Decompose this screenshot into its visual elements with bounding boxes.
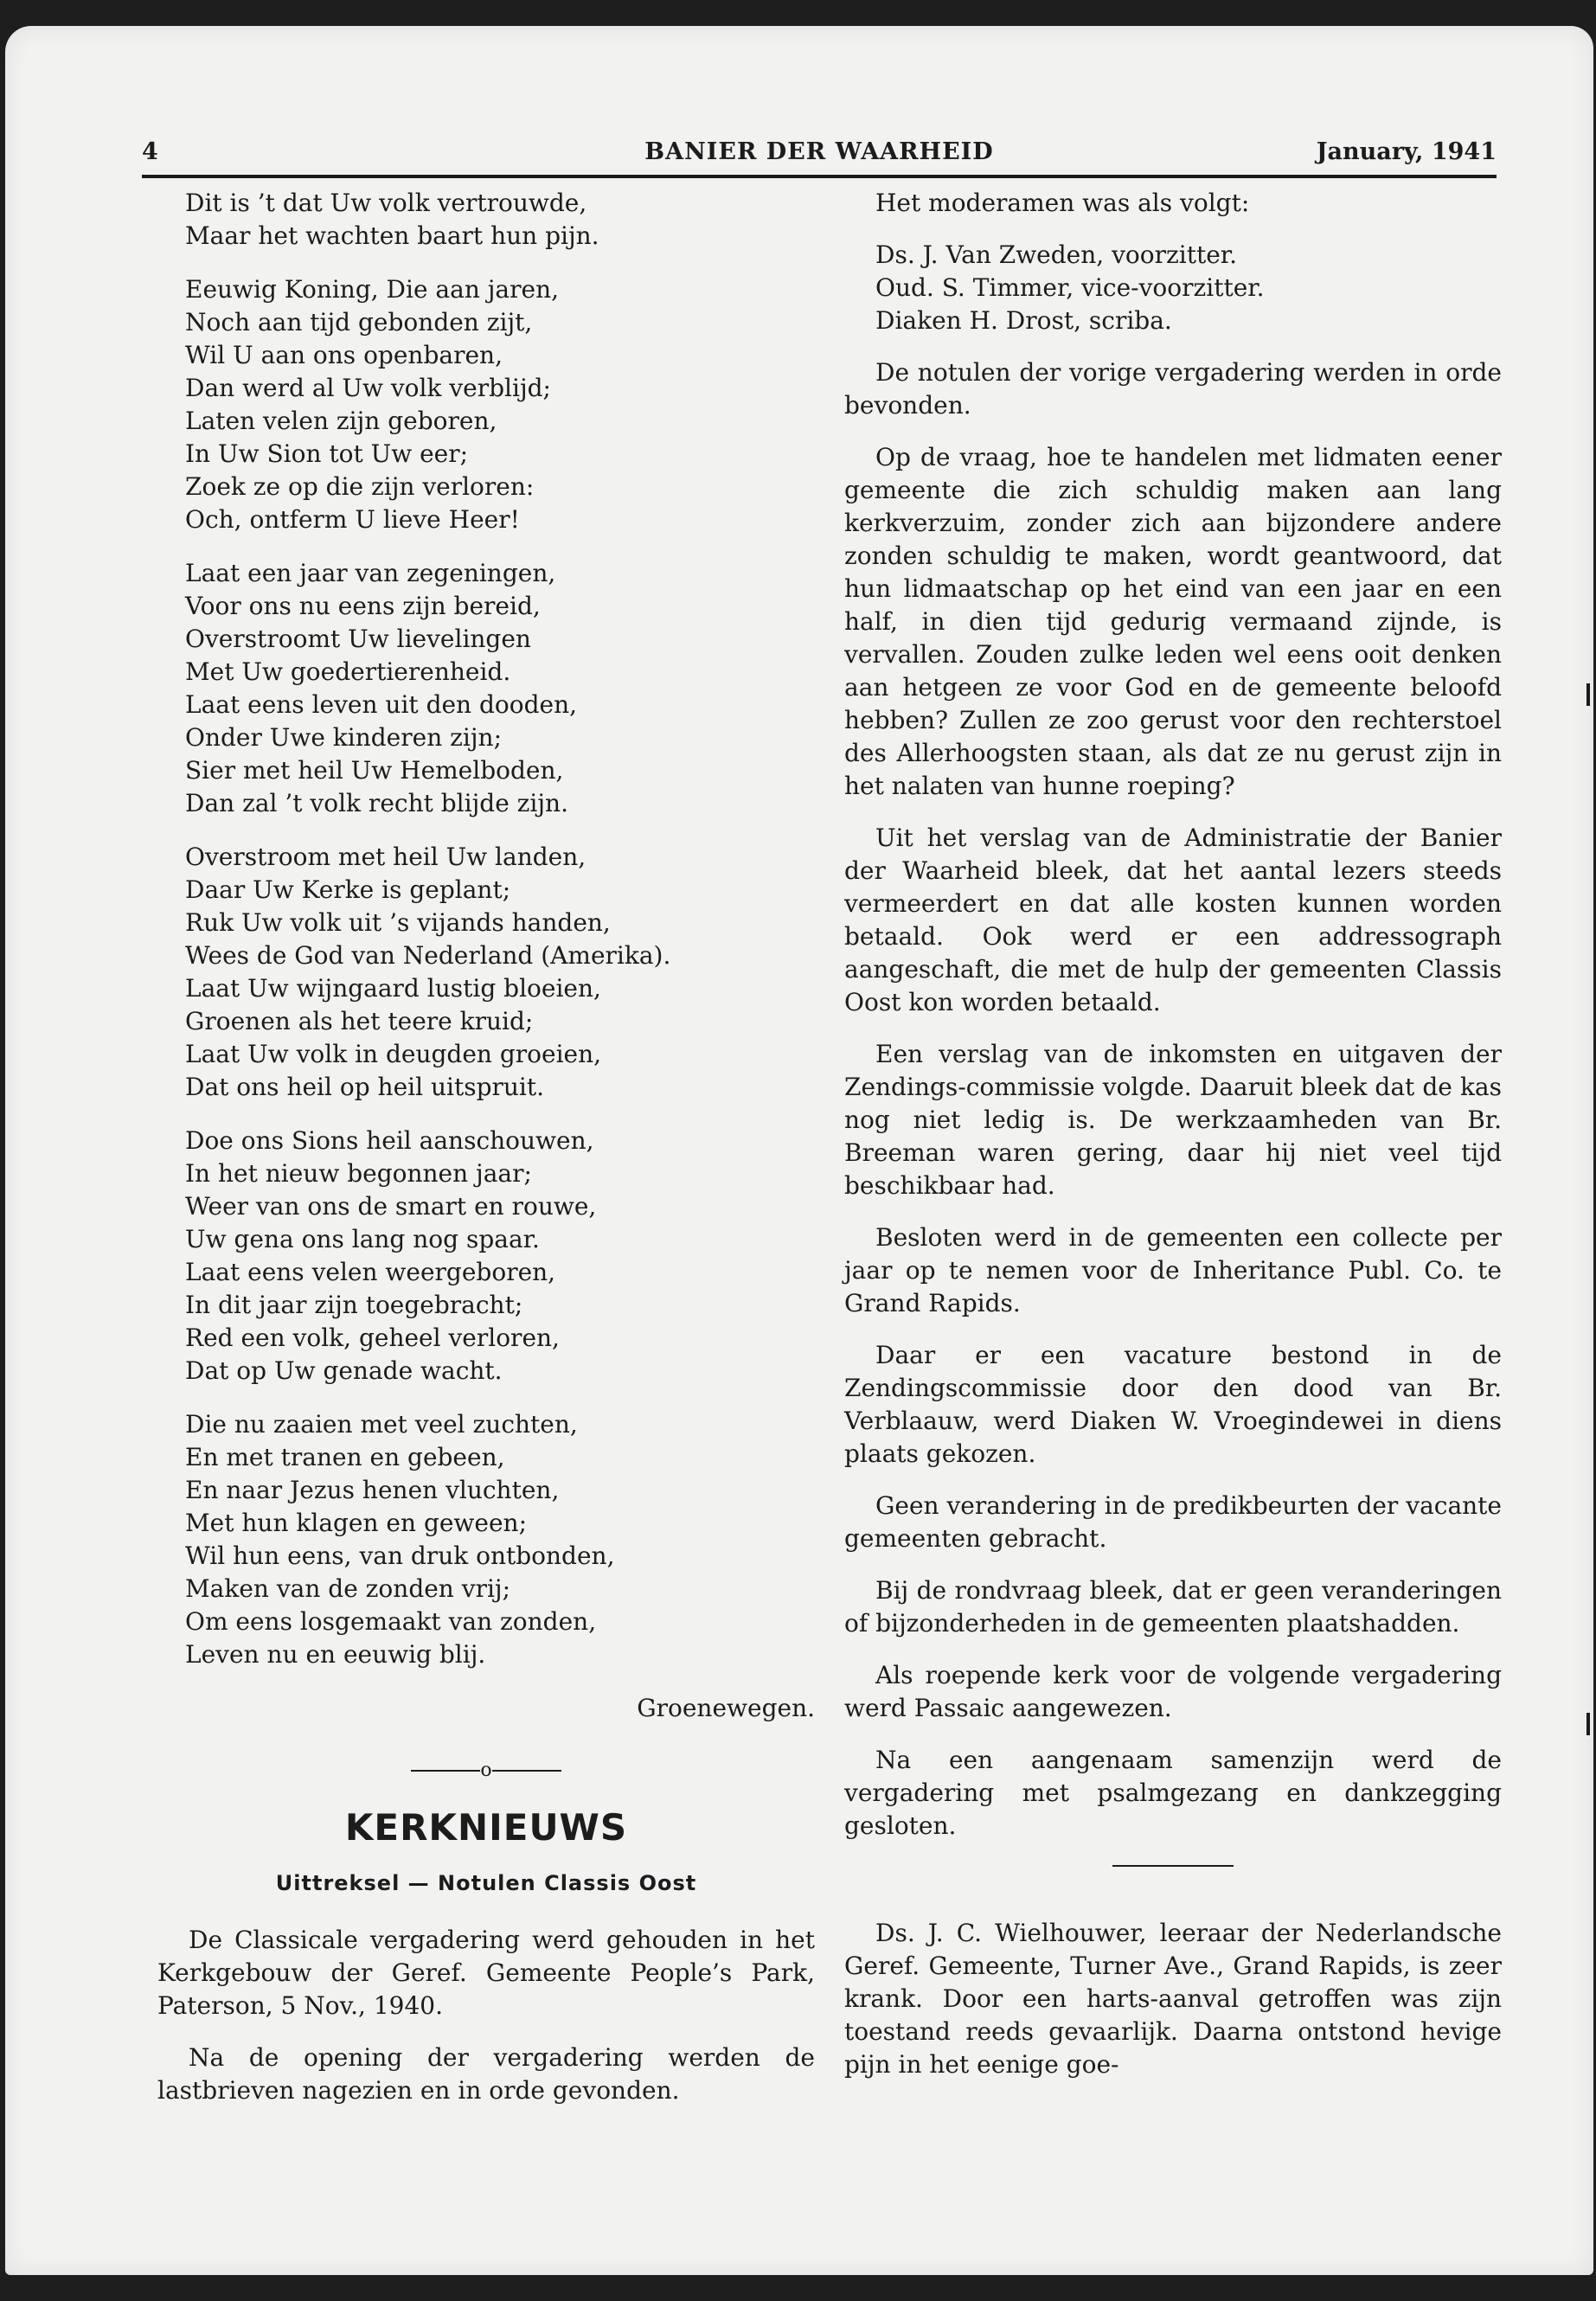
poem-line: Uw gena ons lang nog spaar. — [185, 1225, 540, 1253]
poem-line: Eeuwig Koning, Die aan jaren, — [185, 275, 560, 304]
poem-line: Maken van de zonden vrij; — [185, 1574, 511, 1603]
paragraph: De Classicale vergadering werd gehouden in het Kerkgebouw der Geref. Gemeente People’s Park, Paterson, 5 Nov., 1940. — [157, 1926, 815, 2020]
section-divider — [157, 1754, 815, 1787]
page — [5, 26, 1593, 2275]
list-item: Diaken H. Drost, scriba. — [875, 306, 1172, 335]
poem-line: Dan zal ’t volk recht blijde zijn. — [185, 789, 568, 817]
paragraph: Na een aangenaam samenzijn werd de vergadering met psalmgezang en dankzegging gesloten. — [844, 1746, 1502, 1840]
poem-line: Maar het wachten baart hun pijn. — [185, 221, 599, 250]
section-subtitle: Uittreksel — Notulen Classis Oost — [275, 1871, 697, 1895]
poem-line: Laat eens velen weergeboren, — [185, 1258, 556, 1286]
poem-line: Die nu zaaien met veel zuchten, — [185, 1410, 578, 1439]
poem-stanza — [185, 187, 815, 253]
paragraph: Als roepende kerk voor de volgende vergadering werd Passaic aangewezen. — [844, 1661, 1502, 1722]
news-divider — [1112, 1865, 1234, 1867]
poem-line: Dit is ’t dat Uw volk vertrouwde, — [185, 189, 587, 217]
poem-stanza — [185, 1125, 815, 1388]
poem-line: En met tranen en gebeen, — [185, 1443, 505, 1471]
paragraph: Een verslag van de inkomsten en uitgaven der Zendings-commissie volgde. Daaruit bleek dat de kas nog niet ledig is. De werkzaamheden van Br. Breeman waren gering, daar hij niet veel tijd beschikbaar had. — [844, 1040, 1502, 1200]
poem-stanza — [185, 841, 815, 1104]
poem-line: Leven nu en eeuwig blij. — [185, 1640, 486, 1669]
poem-line: In Uw Sion tot Uw eer; — [185, 439, 469, 468]
moderamen-intro: Het moderamen was als volgt: — [875, 189, 1250, 217]
poem-line: En naar Jezus henen vluchten, — [185, 1476, 560, 1504]
poem-line: Ruk Uw volk uit ’s vijands handen, — [185, 908, 611, 937]
poem-line: Laat een jaar van zegeningen, — [185, 559, 556, 587]
poem-line: Noch aan tijd gebonden zijt, — [185, 308, 533, 336]
poem-line: Overstroom met heil Uw landen, — [185, 843, 586, 871]
poem-line: Red een volk, geheel verloren, — [185, 1324, 560, 1352]
list-item: Ds. J. Van Zweden, voorzitter. — [875, 240, 1237, 269]
divider-mark: o — [480, 1759, 492, 1781]
poem-line: Met hun klagen en geween; — [185, 1509, 528, 1537]
poem-line: Wil U aan ons openbaren, — [185, 341, 503, 369]
left-column — [157, 187, 815, 2126]
news-paragraph: Ds. J. C. Wielhouwer, leeraar der Nederlandsche Geref. Gemeente, Turner Ave., Grand Rapids, is zeer krank. Door een harts-aanval getroffen was zijn toestand reeds gevaarlijk. Daarna ontstond hevige pijn in het eenige goe- — [844, 1919, 1502, 2079]
paragraph: Bij de rondvraag bleek, dat er geen veranderingen of bijzonderheden in de gemeenten plaatshadden. — [844, 1576, 1502, 1638]
poem-line: Groenen als het teere kruid; — [185, 1007, 534, 1035]
poem-signature: Groenewegen. — [637, 1694, 815, 1722]
paragraph: Geen verandering in de predikbeurten der vacante gemeenten gebracht. — [844, 1491, 1502, 1553]
poem-line: Voor ons nu eens zijn bereid, — [185, 592, 541, 620]
poem-line: Och, ontferm U lieve Heer! — [185, 505, 520, 534]
list-item: Oud. S. Timmer, vice-voorzitter. — [875, 273, 1265, 302]
poem — [157, 187, 815, 1671]
paragraph: De notulen der vorige vergadering werden in orde bevonden. — [844, 358, 1502, 420]
poem-line: Weer van ons de smart en rouwe, — [185, 1192, 597, 1221]
right-column — [844, 187, 1502, 2100]
poem-stanza — [185, 273, 815, 536]
poem-line: Dat op Uw genade wacht. — [185, 1356, 503, 1385]
paragraph: Uit het verslag van de Administratie der Banier der Waarheid bleek, dat het aantal lezers steeds vermeerdert en dat alle kosten kunnen worden betaald. Ook werd er een addressograph aangeschaft, die met de hulp der gemeenten Classis Oost kon worden betaald. — [844, 824, 1502, 1016]
paragraph: Besloten werd in de gemeenten een collecte per jaar op te nemen voor de Inheritance Publ. Co. te Grand Rapids. — [844, 1223, 1502, 1317]
poem-line: Laat Uw volk in deugden groeien, — [185, 1040, 602, 1068]
issue-date: January, 1941 — [1316, 138, 1497, 165]
poem-line: Onder Uwe kinderen zijn; — [185, 723, 502, 752]
poem-line: Dat ons heil op heil uitspruit. — [185, 1073, 545, 1101]
scan-mark — [1586, 1713, 1590, 1735]
poem-line: Sier met heil Uw Hemelboden, — [185, 756, 564, 785]
page-header — [142, 135, 1497, 178]
poem-line: Laat eens leven uit den dooden, — [185, 690, 578, 719]
poem-line: Met Uw goedertierenheid. — [185, 657, 511, 686]
poem-line: In het nieuw begonnen jaar; — [185, 1159, 532, 1188]
poem-line: In dit jaar zijn toegebracht; — [185, 1291, 523, 1319]
paragraph: Na de opening der vergadering werden de lastbrieven nagezien en in orde gevonden. — [157, 2043, 815, 2105]
scan-mark — [1586, 683, 1590, 706]
publication-title: BANIER DER WAARHEID — [644, 138, 994, 165]
poem-line: Om eens losgemaakt van zonden, — [185, 1607, 597, 1636]
poem-line: Dan werd al Uw volk verblijd; — [185, 374, 551, 402]
poem-line: Wil hun eens, van druk ontbonden, — [185, 1541, 615, 1570]
paragraph: Daar er een vacature bestond in de Zendingscommissie door den dood van Br. Verblaauw, werd Diaken W. Vroegindewei in diens plaats gekozen. — [844, 1341, 1502, 1468]
poem-line: Doe ons Sions heil aanschouwen, — [185, 1126, 594, 1155]
paragraph: Op de vraag, hoe te handelen met lidmaten eener gemeente die zich schuldig maken aan lang kerkverzuim, zonder zich aan bijzondere andere zonden schuldig te maken, wordt geantwoord, dat hun lidmaatschap op het eind van een jaar en een half, in dien tijd gedurig vermaand zijnde, is vervallen. Zouden zulke leden wel eens ooit denken aan hetgeen ze voor God en de gemeente beloofd hebben? Zullen ze zoo gerust voor den rechterstoel des Allerhoogsten staan, als dat ze nu gerust zijn in het nalaten van hunne roeping? — [844, 443, 1502, 800]
poem-line: Overstroomt Uw lievelingen — [185, 625, 531, 653]
poem-line: Wees de God van Nederland (Amerika). — [185, 941, 671, 970]
moderamen-list — [875, 239, 1502, 337]
section-title: KERKNIEUWS — [344, 1806, 628, 1849]
poem-stanza — [185, 1408, 815, 1671]
poem-line: Laat Uw wijngaard lustig bloeien, — [185, 974, 601, 1003]
poem-stanza — [185, 557, 815, 820]
poem-line: Zoek ze op die zijn verloren: — [185, 472, 535, 501]
poem-line: Laten velen zijn geboren, — [185, 407, 497, 435]
page-number: 4 — [142, 138, 158, 165]
poem-line: Daar Uw Kerke is geplant; — [185, 875, 511, 904]
